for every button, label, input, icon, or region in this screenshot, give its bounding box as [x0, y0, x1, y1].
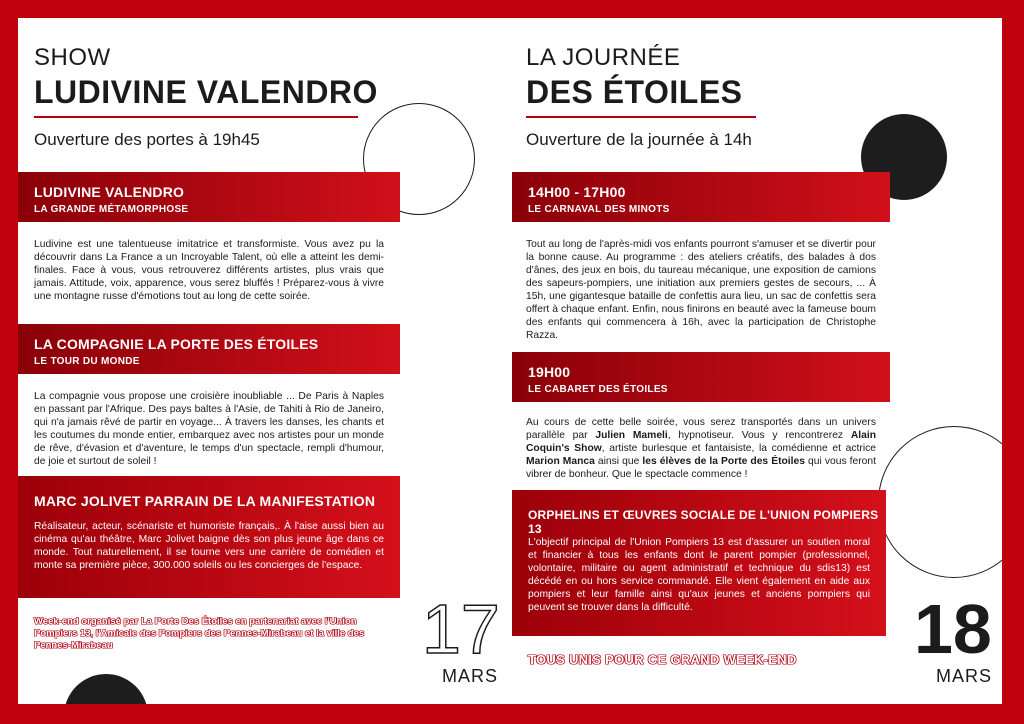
left-section-3-title: MARC JOLIVET PARRAIN DE LA MANIFESTATION: [34, 493, 376, 509]
left-date-month: MARS: [442, 666, 499, 686]
right-section-2-title: 19H00: [528, 364, 571, 380]
cabaret-text-3: , artiste burlesque et fantaisiste, la comédienne et actrice: [601, 443, 876, 454]
left-section-1-band: [18, 172, 400, 222]
cabaret-name-marion: Marion Manca: [526, 456, 595, 467]
cabaret-text-4: ainsi que: [594, 456, 643, 467]
left-subtitle: Ouverture des portes à 19h45: [34, 130, 260, 149]
left-title-rule: [34, 116, 358, 118]
outline-circle-right-mid: [878, 426, 1002, 578]
right-section-1-band: [512, 172, 890, 222]
cabaret-name-alain: Alain Coquin's Show: [526, 430, 877, 454]
left-eyebrow: SHOW: [34, 44, 111, 71]
cabaret-name-eleves: les élèves de la Porte des Étoiles: [642, 456, 805, 467]
left-section-3-body: Réalisateur, acteur, scénariste et humoriste français,. À l'aise aussi bien au cinéma qu'au théâtre, Marc Jolivet baigne dès son plus jeune âge dans ce monde. Tout naturellement, il se tourne vers une carrière de comédien et monte sa première pièce, 300.000 soleils ou les concierges de l'espace.: [34, 521, 384, 571]
left-section-2-subtitle: LE TOUR DU MONDE: [34, 356, 140, 367]
right-date-day: 18: [914, 590, 992, 668]
right-section-2-subtitle: LE CABARET DES ÉTOILES: [528, 384, 668, 395]
right-section-3-band: [512, 490, 886, 636]
flyer-page: [18, 18, 1002, 704]
left-section-1-title: LUDIVINE VALENDRO: [34, 184, 185, 200]
right-section-1-title: 14H00 - 17H00: [528, 184, 626, 200]
right-section-3-title: ORPHELINS ET ŒUVRES SOCIALE DE L'UNION POMPIERS 13: [528, 508, 879, 536]
cabaret-text-1: Au cours de cette belle soirée, vous serez transportés dans un univers parallèle par: [526, 417, 876, 441]
right-section-2-body: [526, 416, 876, 481]
right-subtitle: Ouverture de la journée à 14h: [526, 130, 752, 149]
right-section-2-band: [512, 352, 890, 402]
right-section-1-subtitle: LE CARNAVAL DES MINOTS: [528, 204, 670, 215]
cabaret-name-julien: Julien Mameli: [595, 430, 668, 441]
left-section-1-body: Ludivine est une talentueuse imitatrice et transformiste. Vous avez pu la découvrir dans La France a un Incroyable Talent, où elle a atteint les demi-finales. Face à vous, vous retrouverez différents artistes, plus vrais que jamais. Attitude, voix, apparence, vous serez bluffés ! Préparez-vous à vivre une montagne russe d'émotions tout au long de cette soirée.: [34, 239, 384, 302]
right-eyebrow: LA JOURNÉE: [526, 44, 681, 71]
left-footer-note: Week-end organisé par La Porte Des Étoiles en partenariat avec l'Union Pompiers 13, l'Amicale des Pompiers des Pennes-Mirabeau et la ville des Pennes-Mirabeau: [34, 616, 365, 651]
right-section-3-body: L'objectif principal de l'Union Pompiers 13 est d'assurer un soutien moral et financier à tous les enfants dont le parent pompier (professionnel, volontaire, militaire ou agent administratif et technique du sdis13) est décédé en ou hors service commandé. Elle vient également en aide aux pompiers et leur famille ainsi qu'aux jeunes et anciens pompiers qui peuvent se trouver dans la difficulté.: [528, 537, 870, 613]
right-title: DES ÉTOILES: [526, 74, 743, 110]
right-footer-slogan: TOUS UNIS POUR CE GRAND WEEK-END: [528, 652, 797, 667]
left-title: LUDIVINE VALENDRO: [34, 74, 378, 110]
left-date-day: 17: [422, 590, 500, 668]
cabaret-text-2: , hypnotiseur. Vous y rencontrerez: [667, 430, 851, 441]
right-date-month: MARS: [936, 666, 993, 686]
left-section-2-body: La compagnie vous propose une croisière inoubliable ... De Paris à Naples en passant par l'Afrique. Des pays baltes à l'Asie, de Tahiti à Rio de Janeiro, qui n'a jamais rêvé de partir en voyage... À travers les danses, les chants et les coutumes du monde entier, embarquez avec nos artistes pour un monde de rêve, d'évasion et d'aventure, le temps d'un spectacle, rempli d'humour, de joie et surtout de soleil !: [34, 391, 384, 467]
left-section-1-subtitle: LA GRANDE MÉTAMORPHOSE: [34, 204, 189, 215]
solid-circle-left-bottom: [64, 674, 148, 704]
right-section-1-body: Tout au long de l'après-midi vos enfants pourront s'amuser et se divertir pour la bonne cause. Au programme : des ateliers créatifs, des balades à dos d'ânes, des jeux en bois, du taureau mécanique, une exposition de camions des sapeurs-pompiers, une initiation aux premiers gestes de secours, ... À 15h, une gigantesque bataille de confettis aura lieu, un sac de confettis sera offert à chaque enfant. Enfin, nous finirons en beauté avec la fameuse boum des enfants qui commencera à 16h, avec la participation de Christophe Razza.: [526, 239, 876, 341]
left-section-2-band: [18, 324, 400, 374]
left-section-2-title: LA COMPAGNIE LA PORTE DES ÉTOILES: [34, 336, 319, 352]
left-section-3-band: [18, 476, 400, 598]
cabaret-text-5: qui vous feront vibrer de bonheur. Que le spectacle commence !: [526, 456, 876, 480]
right-title-rule: [526, 116, 756, 118]
